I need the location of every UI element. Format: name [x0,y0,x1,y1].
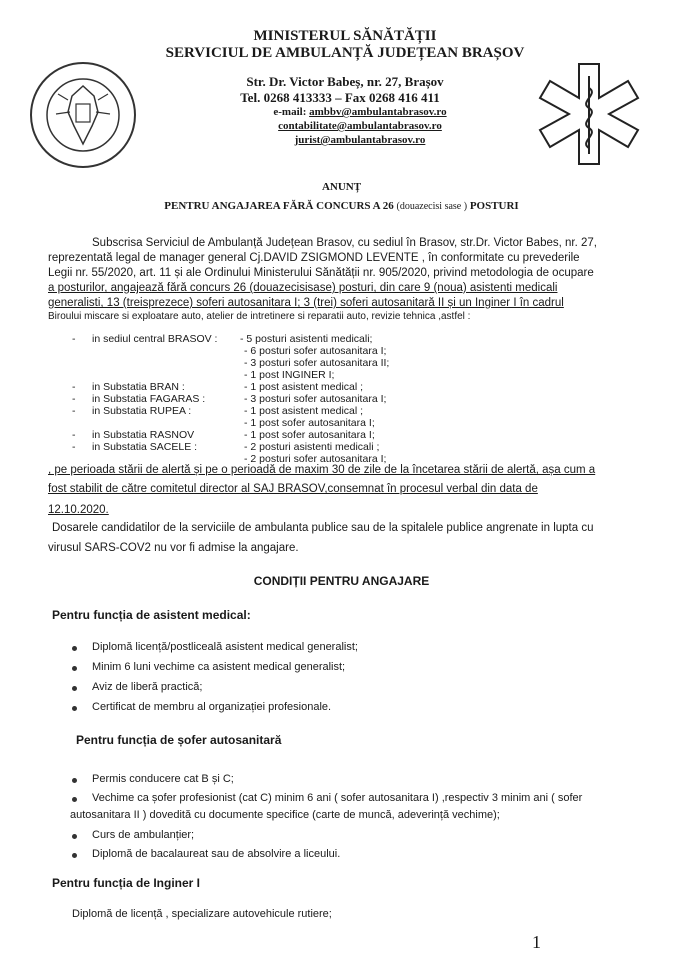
bullet [72,853,77,858]
intro-line-5: generalisti, 13 (treisprezece) soferi autosanitara I; 3 (trei) soferi autosanitară II și un Inginer I în cadrul [48,297,564,309]
period-line-1: , pe perioada stării de alertă și pe o perioadă de maxim 30 de zile de la încetarea stării de alertă, așa cum a [48,464,596,476]
page-number: 1 [532,932,541,952]
location-post: - 1 post sofer autosanitara I; [244,417,375,429]
intro-line-6: Biroului miscare si exploatare auto, atelier de intretinere si reparatii auto, revizie tehnica ,astfel : [48,311,471,322]
location-post: - 6 posturi sofer autosanitara I; [244,345,387,357]
email-link-jurist[interactable]: jurist@ambulantabrasov.ro [294,134,426,146]
location-dash: - [72,429,76,441]
location-dash: - [72,381,76,393]
service-name: SERVICIUL DE AMBULANȚĂ JUDEȚEAN BRAȘOV [165,45,525,61]
subtitle-main: PENTRU ANGAJAREA FĂRĂ CONCURS A 26 [164,200,394,212]
requirement-item: Diplomă de bacalaureat sau de absolvire a liceului. [92,848,341,860]
requirement-item: Minim 6 luni vechime ca asistent medical generalist; [92,661,346,673]
bullet [72,797,77,802]
section-heading-inginer: Pentru funcția de Inginer I [52,876,201,890]
ministry-name: MINISTERUL SĂNĂTĂȚII [253,28,437,44]
email-link-ambbv[interactable]: ambbv@ambulantabrasov.ro [309,106,447,118]
requirement-item: Certificat de membru al organizației profesionale. [92,701,332,713]
requirement-item: Permis conducere cat B și C; [92,773,234,785]
intro-line-1: Subscrisa Serviciul de Ambulanță Județean Brasov, cu sediul în Brasov, str.Dr. Victor Babes, nr. 27, [92,237,597,249]
conditions-title: CONDIȚII PENTRU ANGAJARE [253,574,430,588]
intro-line-3: Legii nr. 55/2020, art. 11 și ale Ordinului Ministerului Sănătății nr. 905/2020, privind metodologia de ocupare [48,267,594,279]
location-name: in Substatia SACELE : [92,441,198,453]
intro-line-4: a posturilor, angajează fără concurs 26 (douazecisisase) posturi, din care 9 (noua) asistenti medicali [48,282,558,294]
dosare-line-2: virusul SARS-COV2 nu vor fi admise la angajare. [48,542,299,554]
location-post: - 1 post sofer autosanitara I; [244,429,375,441]
email-label: e-mail: [273,106,307,118]
ambulance-service-seal-icon [28,60,138,170]
location-name: in Substatia FAGARAS : [92,393,206,405]
location-post: - 5 posturi asistenti medicali; [240,333,373,345]
location-name: in Substatia BRAN : [92,381,185,393]
location-post: - 3 posturi sofer autosanitara II; [244,357,390,369]
bullet [72,834,77,839]
location-post: - 1 post INGINER I; [244,369,335,381]
period-line-2: fost stabilit de către comitetul director al SAJ BRASOV,consemnat în procesul verbal din data de [48,483,538,495]
dosare-line-1: Dosarele candidatilor de la serviciile de ambulanta publice sau de la spitalele publice angrenate in lupta cu [52,522,594,534]
requirement-item-continued: autosanitara II ) dovedită cu documente specifice (carte de muncă, adeverință vechime); [70,809,500,821]
section-heading-asistent: Pentru funcția de asistent medical: [52,608,251,622]
location-dash: - [72,393,76,405]
period-line-3: 12.10.2020. [48,504,109,516]
bullet [72,646,77,651]
bullet [72,778,77,783]
bullet [72,686,77,691]
requirement-item: Diplomă de licență , specializare autovehicule rutiere; [72,908,332,920]
requirement-item: Curs de ambulanțier; [92,829,195,841]
requirement-item: Aviz de liberă practică; [92,681,203,693]
announcement-subtitle [0,200,683,212]
location-name: in Substatia RUPEA : [92,405,192,417]
star-of-life-icon [533,58,645,170]
subtitle-paren: (douazecisi sase ) [396,201,468,212]
location-post: - 1 post asistent medical ; [244,381,364,393]
requirement-item: Diplomă licență/postliceală asistent medical generalist; [92,641,358,653]
email-line [245,106,475,118]
phone-fax: Tel. 0268 413333 – Fax 0268 416 411 [240,90,440,105]
section-heading-sofer: Pentru funcția de șofer autosanitară [76,733,282,747]
location-post: - 1 post asistent medical ; [244,405,364,417]
location-dash: - [72,333,76,345]
bullet [72,706,77,711]
location-name: in sediul central BRASOV : [92,333,218,345]
announcement-title: ANUNȚ [321,181,362,193]
requirement-item: Vechime ca șofer profesionist (cat C) minim 6 ani ( sofer autosanitara I) ,respectiv 3 minim ani ( sofer [92,792,583,804]
location-post: - 2 posturi sofer autosanitara I; [244,453,387,465]
intro-line-2: reprezentată legal de manager general Cj.DAVID ZSIGMOND LEVENTE , în conformitate cu prevederile [48,252,580,264]
location-post: - 3 posturi sofer autosanitara I; [244,393,387,405]
subtitle-end: POSTURI [469,200,519,212]
address: Str. Dr. Victor Babeș, nr. 27, Brașov [246,74,444,89]
email-link-contabilitate[interactable]: contabilitate@ambulantabrasov.ro [278,120,442,132]
location-post: - 2 posturi asistenti medicali ; [244,441,380,453]
location-name: in Substatia RASNOV [92,429,195,441]
bullet [72,666,77,671]
location-dash: - [72,405,76,417]
location-dash: - [72,441,76,453]
